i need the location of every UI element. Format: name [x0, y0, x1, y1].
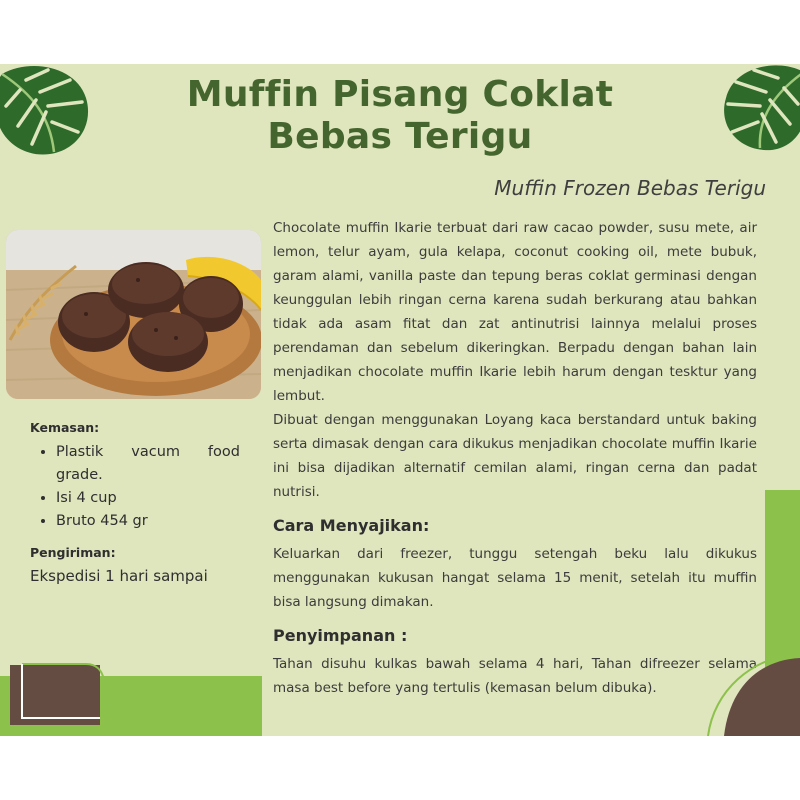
- product-title: [150, 74, 650, 158]
- description-paragraph-1: Chocolate muffin Ikarie terbuat dari raw cacao powder, susu mete, air lemon, telur ayam, gula kelapa, coconut cooking oil, mete bubuk, garam alami, vanilla paste dan tepung beras coklat germinasi dengan keunggulan lebih ringan cerna karena sudah berkurang atau bahkan tidak ada asam fitat dan zat antinutrisi lainnya melalui proses perendaman dan sebelum dikeringkan. Berpadu dengan bahan lain menjadikan chocolate muffin Ikarie lebih harum dengan tesktur yang lembut.: [273, 220, 757, 404]
- list-item: • Plastik vacum food grade.: [56, 441, 240, 487]
- pengiriman-heading: Pengiriman:: [30, 545, 116, 560]
- pengiriman-text: Ekspedisi 1 hari sampai: [30, 567, 208, 585]
- title-line-1: Muffin Pisang Coklat: [186, 74, 614, 115]
- product-description: [273, 216, 757, 700]
- list-item: • Isi 4 cup: [56, 487, 240, 510]
- storage-heading: Penyimpanan :: [273, 626, 408, 645]
- serving-heading: Cara Menyajikan:: [273, 516, 430, 535]
- monstera-leaf-icon: [720, 64, 800, 152]
- serving-text: Keluarkan dari freezer, tunggu setengah beku lalu dikukus menggunakan kukusan hangat selama 15 menit, setelah itu muffin bisa langsung dimakan.: [273, 546, 757, 610]
- packaging-info: [30, 420, 240, 586]
- monstera-leaf-icon: [0, 64, 96, 160]
- kemasan-list: [30, 441, 240, 533]
- kemasan-heading: Kemasan:: [30, 420, 100, 435]
- list-item: • Bruto 454 gr: [56, 510, 240, 533]
- title-line-2: Bebas Terigu: [267, 116, 533, 157]
- muffin-photo-illustration: [6, 230, 261, 399]
- description-paragraph-2: Dibuat dengan menggunakan Loyang kaca berstandard untuk baking serta dimasak dengan cara dikukus menjadikan chocolate muffin Ikarie ini bisa dijadikan alternatif cemilan alami, ringan cerna dan padat nutrisi.: [273, 412, 757, 500]
- decor-brown-quarter-right: [700, 654, 800, 736]
- product-subtitle: Muffin Frozen Bebas Terigu: [494, 176, 766, 200]
- storage-text: Tahan disuhu kulkas bawah selama 4 hari, Tahan difreezer selama masa best before yang tertulis (kemasan belum dibuka).: [273, 656, 757, 696]
- product-photo: [6, 230, 261, 399]
- decor-outline-left: [0, 660, 110, 736]
- product-card: [0, 64, 800, 736]
